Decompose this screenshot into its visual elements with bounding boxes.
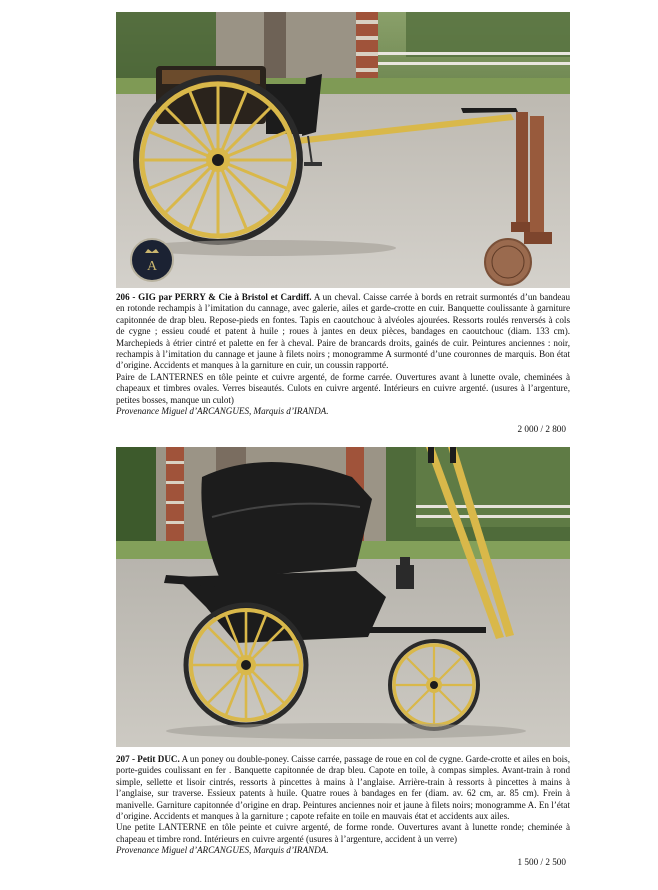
petit-duc-carriage-image	[116, 447, 570, 747]
lot-206-entry	[116, 292, 570, 417]
lot-206-title: 206 - GIG par PERRY & Cie à Bristol et Cardiff.	[116, 292, 312, 302]
lot-207-entry	[116, 754, 570, 857]
crown-monogram-icon	[132, 240, 172, 280]
lot-206-description: A un cheval. Caisse carrée à bords en retrait surmontés d’un bandeau en rotonde rechampis à l’imitation du cannage, avec galerie, ailes et garde-crotte en cuir. Banquette coulissante à garniture capitonnée de drap bleu. Repose-pieds en fontes. Tapis en caoutchouc à alvéoles ajourées. Ressorts roulés renversés à cols de cygne ; essieu coudé et patent à huile ; roues à jantes en deux pièces, bandages en caoutchouc (diam. 133 cm). Marchepieds à étrier cintré et palette en fer à cheval. Paire de brancards droits, gainés de cuir. Peintures anciennes : noir, rechampis à l’imitation du cannage et jaune à filets noirs ; monogramme A surmonté d’une couronnes de marquis. Bon état d’origine. Accidents et manques à la garniture en cuir, un coussin rapporté.	[116, 292, 570, 371]
lot-206-photo	[116, 12, 570, 288]
lot-207-title: 207 - Petit DUC.	[116, 754, 180, 764]
lot-206-estimate: 2 000 / 2 800	[517, 424, 566, 434]
lot-207-photo	[116, 447, 570, 747]
maker-plate-inset	[484, 238, 532, 286]
lot-207-lanterns: Une petite LANTERNE en tôle peinte et cuivre argenté, de forme ronde. Ouvertures avant à lunette ronde; cheminée à chapeau et timbre rond. Intérieurs en cuivre argenté (usures à l’argenture, accident à un verre)	[116, 822, 570, 844]
lot-207-provenance: Provenance Miguel d’ARCANGUES, Marquis d’IRANDA.	[116, 845, 329, 856]
lot-207-description: A un poney ou double-poney. Caisse carrée, passage de roue en col de cygne. Garde-crotte et ailes en bois, porte-guides coulissant en fer . Banquette capitonnée de drap bleu. Capote en toile, à compas simples. Avant-train à rond simple, sellette et lisoir cintrés, ressorts à pincettes à mains à l’anglaise. Arrière-train à ressorts à pincettes à mains à l’anglaise, sur traverse. Essieux patents à huile. Quatre roues à bandages en fer (diam. av. 62 cm, ar. 85 cm). Frein à manivelle. Garniture capitonnée d’origine en drap. Peintures anciennes noir et jaune à filets noirs; monogramme A. En l’état d’origine. Accidents et manques à la garniture ; capote refaite en toile en mauvais état et accidents aux ailes.	[116, 754, 570, 822]
lot-207-estimate: 1 500 / 2 500	[517, 857, 566, 867]
lot-206-provenance: Provenance Miguel d’ARCANGUES, Marquis d’IRANDA.	[116, 406, 329, 417]
svg-text:A: A	[146, 259, 158, 274]
lot-206-lanterns: Paire de LANTERNES en tôle peinte et cuivre argenté, de forme carrée. Ouvertures avant à lunette ovale, cheminées à chapeaux et timbres ovales. Verres biseautés. Culots en cuivre argenté. Intérieurs en cuivre argenté. (usures à l’argenture, petites bosses, manque un culot)	[116, 371, 570, 405]
maker-plate-icon	[486, 240, 530, 284]
monogram-inset	[130, 238, 174, 282]
